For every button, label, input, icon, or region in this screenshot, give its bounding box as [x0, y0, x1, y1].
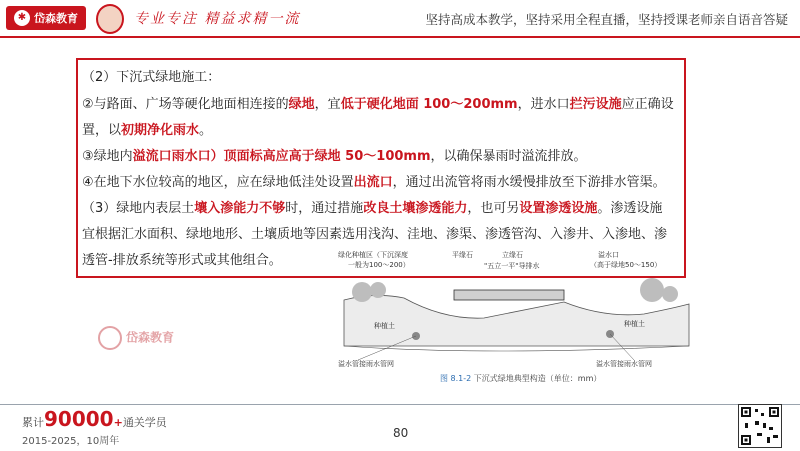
label-area: 绿化种植区（下沉深度 [338, 251, 408, 259]
header [0, 0, 800, 36]
diagram-svg [334, 248, 694, 386]
text: 时，通过措施 [285, 201, 364, 216]
label-inlet-height: （高于绿地50～150） [590, 261, 662, 269]
label-curb: 立缘石 [502, 251, 523, 259]
brand-logo-icon [6, 6, 86, 30]
mascot-avatar [96, 4, 124, 34]
page-number: 80 [393, 426, 409, 440]
section-heading: （2）下沉式绿地施工： [82, 70, 221, 85]
paragraph-line [82, 171, 666, 190]
text: ，以确保暴雨时溢流排放。 [430, 149, 587, 164]
label-soil-right: 种植土 [624, 320, 645, 328]
highlight: 溢流口雨水口）顶面标高应高于绿地 50～100mm [132, 149, 431, 164]
paragraph-line [82, 145, 587, 164]
paragraph-line: 宜根据汇水面积、绿地地形、土壤质地等因素选用浅沟、洼地、渗渠、渗透管沟、入渗井、入渗地、渗 [82, 227, 668, 242]
paragraph-line: 透管-排放系统等形式或其他组合。 [82, 253, 282, 268]
highlight: 设置渗透设施 [519, 201, 598, 216]
pavement [454, 290, 564, 300]
highlight: 壤入渗能力不够 [194, 201, 286, 216]
shrub-right-2 [662, 286, 678, 302]
caption-text: 下沉式绿地典型构造（单位：mm） [473, 374, 602, 383]
stat-suffix: 通关学员 [122, 416, 167, 429]
header-divider [0, 36, 800, 38]
watermark-logo-icon [98, 326, 122, 350]
paragraph-line [82, 119, 212, 138]
label-pipe-right: 溢水管接雨水管网 [596, 360, 652, 368]
stat-prefix: 累计 [22, 416, 44, 429]
caption-number: 图 8.1-2 [440, 374, 472, 383]
text: ，也可另 [467, 201, 520, 216]
text: 置，以 [82, 123, 122, 138]
footer-years: 2015-2025，10周年 [22, 436, 120, 447]
text: 应正确设 [621, 97, 674, 112]
soil-base-line [344, 346, 689, 351]
highlight: 初期净化雨水 [121, 123, 200, 138]
label-pipe-left: 溢水管接雨水管网 [338, 360, 394, 368]
figure-caption [440, 373, 601, 384]
text: 。渗透设施 [597, 201, 663, 216]
text: ，宜 [314, 97, 341, 112]
label-soil-left: 种植土 [374, 322, 395, 330]
logo-mark: ✱ [14, 10, 30, 26]
watermark [98, 326, 174, 350]
footer-divider [0, 404, 800, 405]
qr-pattern [739, 405, 781, 447]
text: ④在地下水位较高的地区，应在绿地低洼处设置 [82, 175, 354, 190]
highlight: 低于硬化地面 100～200mm [340, 97, 518, 112]
label-inlet: 溢水口 [598, 251, 619, 259]
content-box [76, 58, 686, 278]
highlight: 出流口 [353, 175, 393, 190]
label-stone: 平缘石 [452, 251, 473, 259]
paragraph-line [82, 93, 674, 112]
brand-name: 岱森教育 [34, 12, 78, 25]
text: ，通过出流管将雨水缓慢排放至下游排水管渠。 [392, 175, 666, 190]
label-depth: 一般为100～200） [348, 261, 410, 269]
header-slogan: 专业专注 精益求精一流 [134, 11, 301, 27]
qr-code-icon [738, 404, 782, 448]
highlight: 拦污设施 [569, 97, 622, 112]
highlight: 绿地 [288, 97, 315, 112]
stat-value: 90000 [44, 407, 114, 431]
paragraph-line [82, 197, 662, 216]
footer-stat [22, 407, 167, 431]
text: 。 [199, 123, 213, 138]
shrub-right [640, 278, 664, 302]
text: ，进水口 [517, 97, 570, 112]
text: （3）绿地内表层土 [82, 201, 195, 216]
label-guide: "五立一平"导排水 [484, 262, 540, 270]
highlight: 改良土壤渗透能力 [363, 201, 468, 216]
section-diagram [334, 248, 694, 386]
text: ②与路面、广场等硬化地面相连接的 [82, 97, 289, 112]
stat-plus: + [113, 416, 123, 429]
shrub-left-2 [370, 282, 386, 298]
header-tagline: 坚持高成本教学，坚持采用全程直播，坚持授课老师亲自语音答疑 [425, 12, 788, 27]
text: ③绿地内 [82, 149, 133, 164]
shrub-left [352, 282, 372, 302]
watermark-text: 岱森教育 [126, 330, 175, 345]
